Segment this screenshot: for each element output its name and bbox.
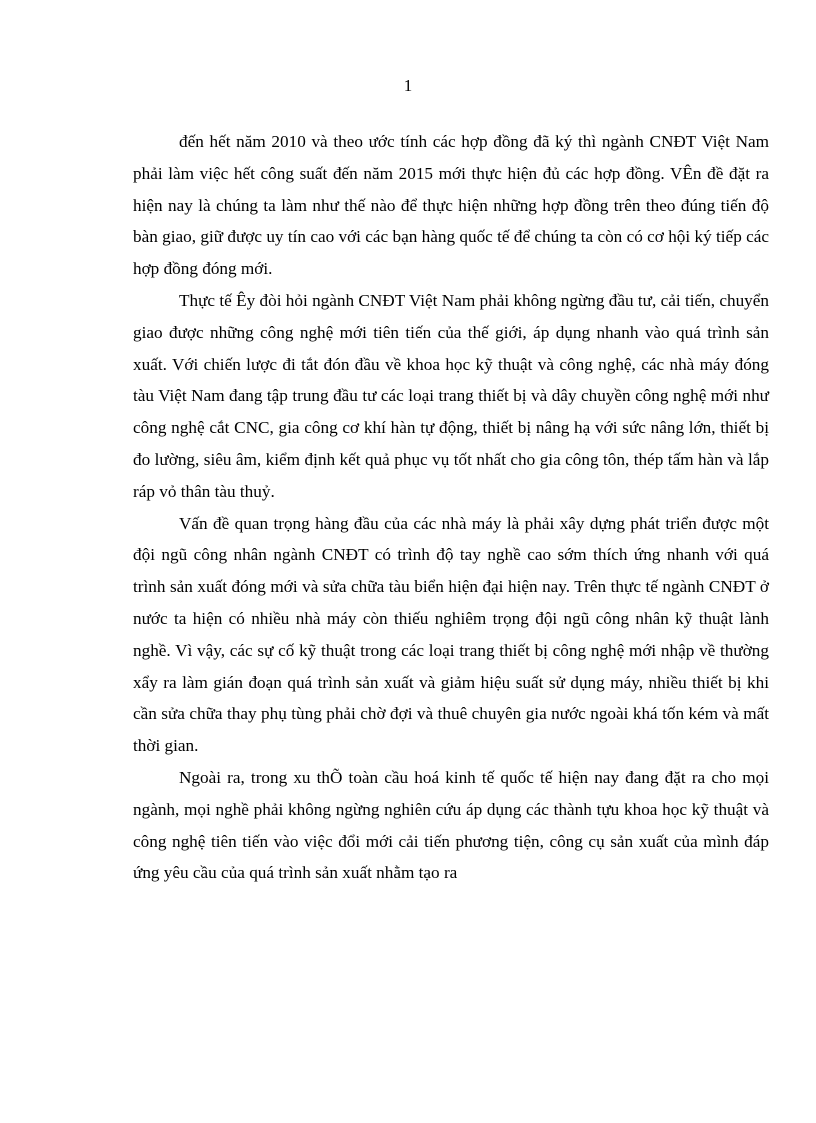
paragraph-workforce: Vấn đề quan trọng hàng đầu của các nhà máy là phải xây dựng phát triển được một đội ngũ công nhân ngành CNĐT có trình độ tay nghề cao sớm thích ứng nhanh với quá trình sản xuất đóng mới và sửa chữa tàu biển hiện đại hiện nay. Trên thực tế ngành CNĐT ở nước ta hiện có nhiều nhà máy còn thiếu nghiêm trọng đội ngũ công nhân kỹ thuật lành nghề. Vì vậy, các sự cố kỹ thuật trong các loại trang thiết bị công nghệ mới nhập về thường xẩy ra làm gián đoạn quá trình sản xuất và giảm hiệu suất sử dụng máy, nhiều thiết bị khi cần sửa chữa thay phụ tùng phải chờ đợi và thuê chuyên gia nước ngoài khá tốn kém và mất thời gian.	[133, 513, 769, 756]
paragraph-continuation: đến hết năm 2010 và theo ước tính các hợp đồng đã ký thì ngành CNĐT Việt Nam phải làm việc hết công suất đến năm 2015 mới thực hiện đủ các hợp đồng. VÊn đề đặt ra hiện nay là chúng ta làm như thế nào để thực hiện những hợp đồng trên theo đúng tiến độ bàn giao, giữ được uy tín cao với các bạn hàng quốc tế để chúng ta còn có cơ hội ký tiếp các hợp đồng đóng mới.	[133, 132, 769, 279]
document-body	[133, 126, 769, 889]
paragraph-technology-investment: Thực tế Êy đòi hỏi ngành CNĐT Việt Nam phải không ngừng đầu tư, cải tiến, chuyển giao được những công nghệ mới tiên tiến của thế giới, áp dụng nhanh vào quá trình sản xuất. Với chiến lược đi tắt đón đầu về khoa học kỹ thuật và công nghệ, các nhà máy đóng tàu Việt Nam đang tập trung đầu tư các loại trang thiết bị và dây chuyền công nghệ mới như công nghệ cắt CNC, gia công cơ khí hàn tự động, thiết bị nâng hạ với sức nâng lớn, thiết bị đo lường, siêu âm, kiểm định kết quả phục vụ tốt nhất cho gia công tôn, thép tấm hàn và lắp ráp vỏ thân tàu thuỷ.	[133, 290, 769, 501]
page-number: 1	[403, 76, 413, 95]
paragraph-globalization: Ngoài ra, trong xu thÕ toàn cầu hoá kinh tế quốc tế hiện nay đang đặt ra cho mọi ngành, mọi nghề phải không ngừng nghiên cứu áp dụng các thành tựu khoa học kỹ thuật và công nghệ tiên tiến vào việc đổi mới cải tiến phương tiện, công cụ sản xuất của mình đáp ứng yêu cầu của quá trình sản xuất nhằm tạo ra	[133, 767, 769, 883]
